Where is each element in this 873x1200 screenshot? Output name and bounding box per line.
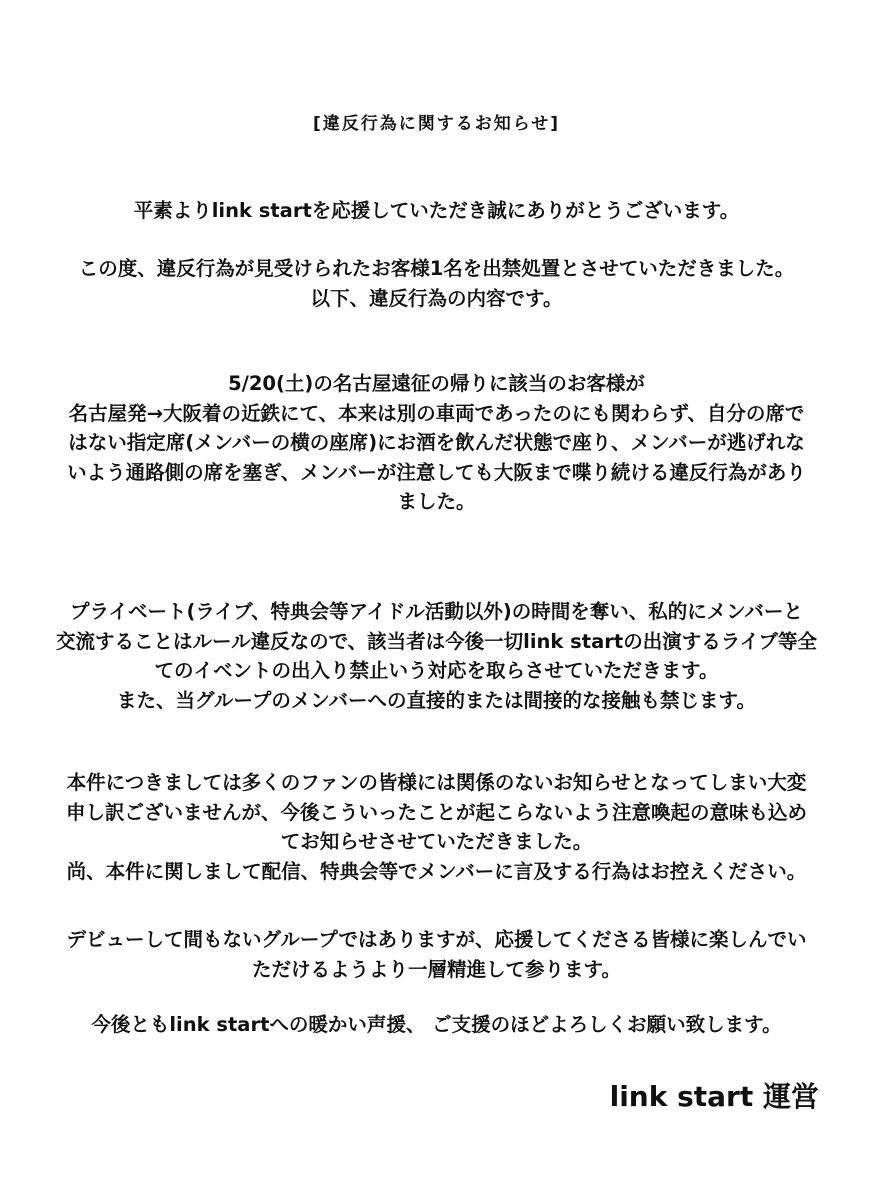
debut-line: ただけるようより一層精進して参ります。 [252,957,621,981]
rules-line: 交流することはルール違反なので、該当者は今後一切link startの出演するライブ等全 [55,629,818,653]
debut-paragraph [20,925,853,984]
apology-line: 尚、本件に関しまして配信、特典会等でメンバーに言及する行為はお控えください。 [66,859,807,883]
closing-paragraph [20,1010,853,1040]
incident-line: 5/20(土)の名古屋遠征の帰りに該当のお客様が [228,372,645,395]
rules-line: プライベート(ライブ、特典会等アイドル活動以外)の時間を奪い、私的にメンバーと [70,600,803,623]
debut-line: デビューして間もないグループではありますが、応援してくださる皆様に楽しんでい [66,928,807,951]
incident-paragraph [20,369,853,517]
apology-line: 本件につきましては多くのファンの皆様には関係のないお知らせとなってしまい大変 [66,771,807,794]
intro-paragraph [20,254,853,313]
signature: link start 運営 [609,1080,819,1113]
greeting-line: 平素よりlink startを応援していただき誠にありがとうございます。 [133,199,740,222]
incident-line: はない指定席(メンバーの横の座席)にお酒を飲んだ状態で座り、メンバーが逃げれな [68,431,805,454]
rules-paragraph [20,597,853,715]
rules-line: また、当グループのメンバーへの直接的または間接的な接触も禁じます。 [116,688,756,712]
intro-line: 以下、違反行為の内容です。 [310,286,563,310]
greeting-paragraph [20,196,853,226]
incident-line: いよう通路側の席を塞ぎ、メンバーが注意しても大阪まで喋り続ける違反行為があり [67,460,806,484]
incident-line: ました。 [397,490,476,513]
closing-line: 今後ともlink startへの暖かい声援、 ご支援のほどよろしくお願い致します。 [91,1013,782,1036]
notice-title: [違反行為に関するお知らせ] [312,114,561,134]
rules-line: てのイベントの出入り禁止いう対応を取らさせていただきます。 [154,659,719,682]
apology-paragraph [20,768,853,886]
incident-line: 名古屋発→大阪着の近鉄にて、本来は別の車両であったのにも関わらず、自分の席で [68,401,805,425]
apology-line: てお知らせさせていただきました。 [280,830,593,853]
apology-line: 申し訳ございませんが、今後こういったことが起こらないよう注意喚起の意味も込め [65,800,807,824]
intro-line: この度、違反行為が見受けられたお客様1名を出禁処置とさせていただきました。 [78,257,795,280]
